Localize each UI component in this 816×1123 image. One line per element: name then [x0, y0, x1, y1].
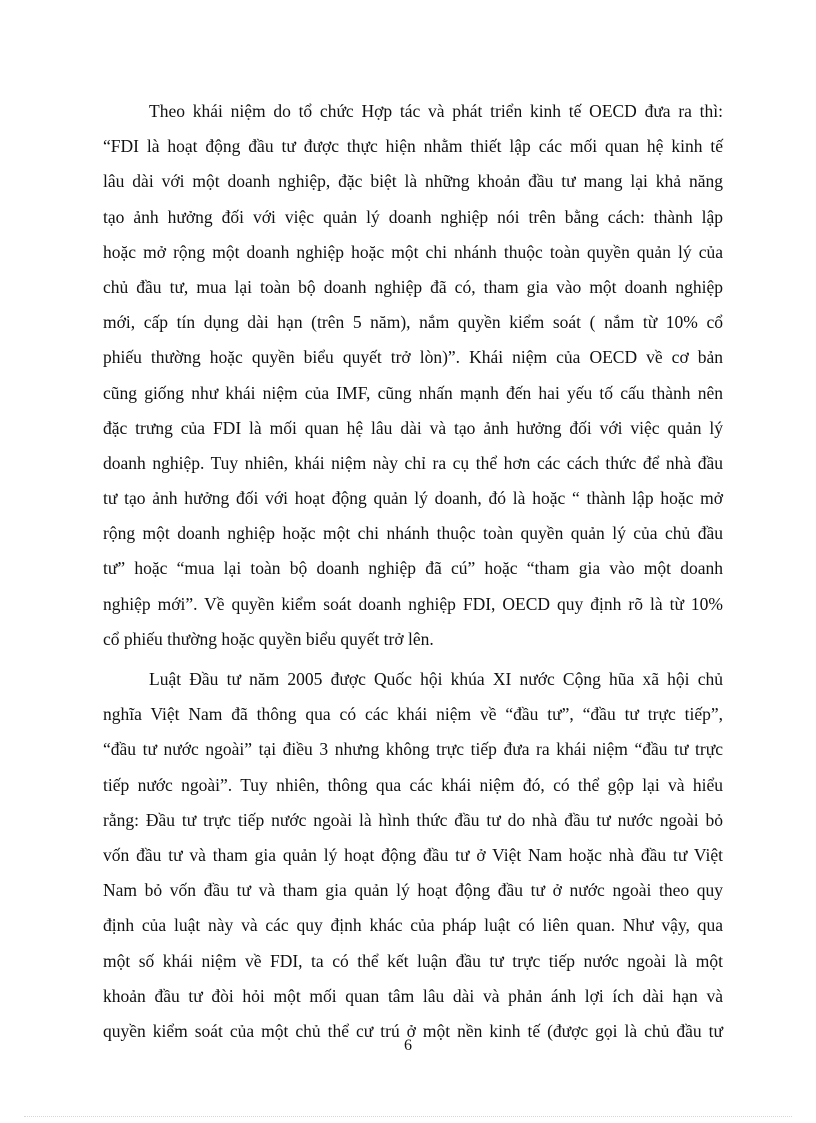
text-line: một số khái niệm về FDI, ta có thể kết luận đầu tư trực tiếp nước ngoài là một — [103, 950, 723, 971]
paragraph-oecd-definition — [103, 94, 723, 657]
text-line: vốn đầu tư và tham gia quản lý hoạt động đầu tư ở Việt Nam hoặc nhà đầu tư Việt — [103, 844, 723, 865]
text-line: lâu dài với một doanh nghiệp, đặc biệt là những khoản đầu tư mang lại khả năng — [103, 171, 723, 192]
text-line: Luật Đầu tư năm 2005 được Quốc hội khúa XI nước Cộng hũa xã hội chủ — [149, 669, 723, 689]
paragraph-investment-law — [103, 662, 723, 1049]
text-line: Theo khái niệm do tổ chức Hợp tác và phát triển kinh tế OECD đưa ra thì: — [149, 101, 723, 121]
text-line: tiếp nước ngoài”. Tuy nhiên, thông qua các khái niệm đó, có thể gộp lại và hiểu — [103, 774, 723, 795]
text-line: rằng: Đầu tư trực tiếp nước ngoài là hình thức đầu tư do nhà đầu tư nước ngoài bỏ — [103, 809, 723, 830]
text-line: mới, cấp tín dụng dài hạn (trên 5 năm), nắm quyền kiểm soát ( nắm từ 10% cổ — [103, 312, 723, 333]
text-line: “FDI là hoạt động đầu tư được thực hiện nhằm thiết lập các mối quan hệ kinh tế — [103, 136, 723, 157]
text-line: Nam bỏ vốn đầu tư và tham gia quản lý hoạt động đầu tư ở nước ngoài theo quy — [103, 880, 723, 901]
text-line: nghiệp mới”. Về quyền kiểm soát doanh nghiệp FDI, OECD quy định rõ là từ 10% — [103, 593, 723, 614]
text-line: cổ phiếu thường hoặc quyền biểu quyết trở lên. — [103, 628, 434, 649]
text-line: đặc trưng của FDI là mối quan hệ lâu dài và tạo ảnh hưởng đối với việc quản lý — [103, 417, 723, 438]
text-line: nghĩa Việt Nam đã thông qua có các khái niệm về “đầu tư”, “đầu tư trực tiếp”, — [103, 704, 723, 725]
text-line: hoặc mở rộng một doanh nghiệp hoặc một chi nhánh thuộc toàn quyền quản lý của — [103, 241, 723, 262]
text-line: cũng giống như khái niệm của IMF, cũng nhấn mạnh đến hai yếu tố cấu thành nên — [103, 382, 723, 403]
text-line: rộng một doanh nghiệp hoặc một chi nhánh thuộc toàn quyền quản lý của chủ đầu — [103, 523, 723, 544]
text-line: tư” hoặc “mua lại toàn bộ doanh nghiệp đã cú” hoặc “tham gia vào một doanh — [103, 558, 723, 579]
text-line: tạo ảnh hưởng đối với việc quản lý doanh nghiệp nói trên bằng cách: thành lập — [103, 206, 723, 227]
text-line: tư tạo ảnh hưởng đối với hoạt động quản lý doanh, đó là hoặc “ thành lập hoặc mở — [103, 488, 723, 509]
text-line: phiếu thường hoặc quyền biểu quyết trở lòn)”. Khái niệm của OECD về cơ bản — [103, 347, 723, 368]
text-line: doanh nghiệp. Tuy nhiên, khái niệm này chỉ ra cụ thể hơn các cách thức để nhà đầu — [103, 452, 723, 473]
text-line: chủ đầu tư, mua lại toàn bộ doanh nghiệp đã có, tham gia vào một doanh nghiệp — [103, 276, 723, 297]
text-line: định của luật này và các quy định khác của pháp luật có liên quan. Như vậy, qua — [103, 915, 723, 936]
page-number: 6 — [404, 1037, 412, 1054]
page-body — [103, 94, 723, 1049]
text-line: “đầu tư nước ngoài” tại điều 3 nhưng không trực tiếp đưa ra khái niệm “đầu tư trực — [103, 739, 723, 760]
page-bottom-divider — [24, 1116, 792, 1117]
text-line: quyền kiểm soát của một chủ thể cư trú ở một nền kinh tế (được gọi là chủ đầu tư — [103, 1020, 723, 1041]
text-line: khoản đầu tư đòi hỏi một mối quan tâm lâu dài và phản ánh lợi ích dài hạn và — [103, 985, 723, 1006]
